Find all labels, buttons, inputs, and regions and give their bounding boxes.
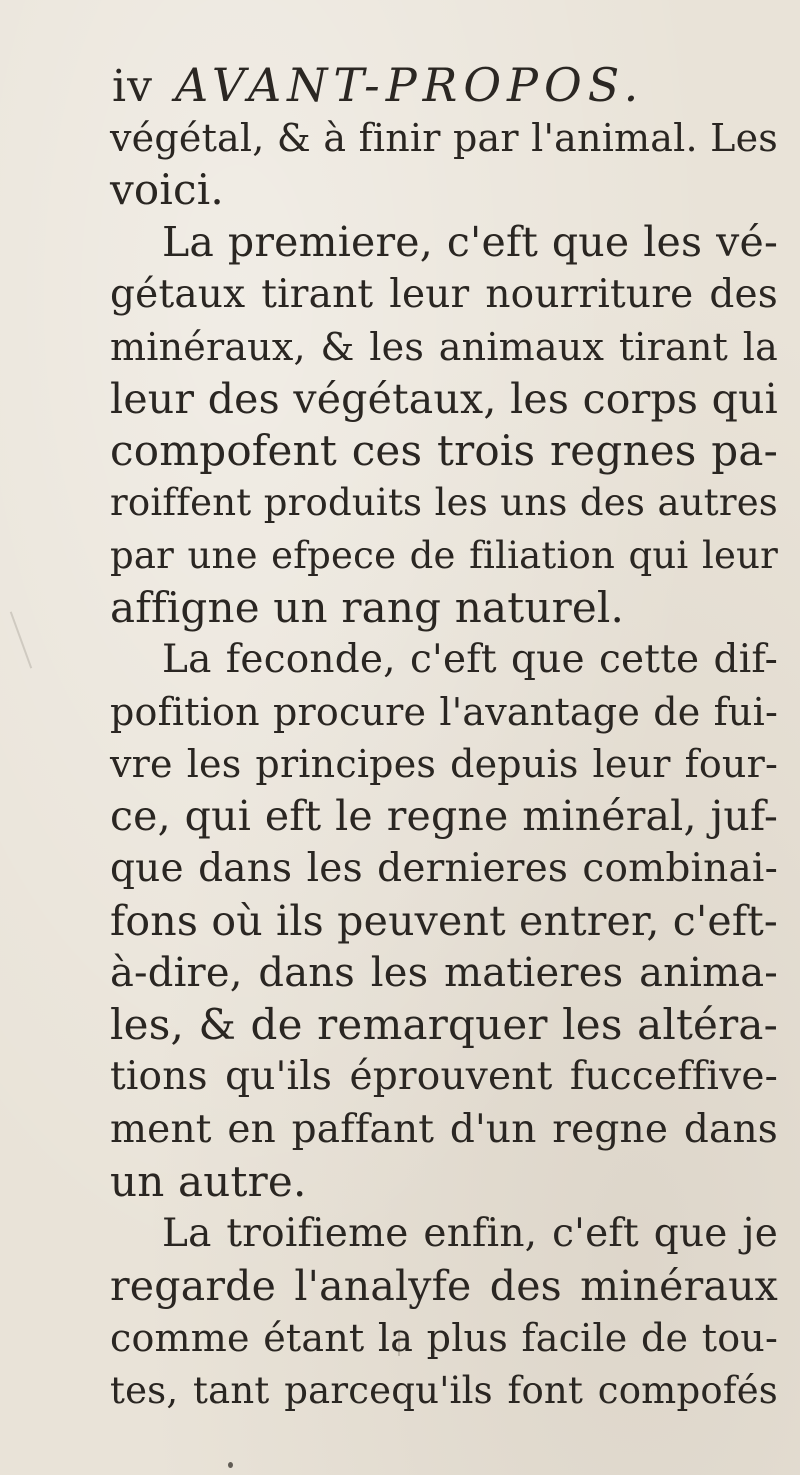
text-line: fons où ils peuvent entrer, c'eft- — [110, 896, 778, 945]
text-line: roiffent produits les uns des autres — [110, 481, 778, 525]
text-line: un autre. — [110, 1156, 307, 1206]
text-line: minéraux, & les animaux tirant la — [110, 324, 778, 369]
text-line: voici. — [110, 165, 224, 215]
text-line: que dans les dernieres combinai- — [110, 845, 778, 891]
paragraph-first-line: La feconde, c'eft que cette dif- — [162, 636, 778, 682]
text-line: pofition procure l'avantage de fui- — [110, 690, 778, 735]
text-line: tes, tant parcequ'ils font compofés — [110, 1368, 778, 1412]
text-line: végétal, & à finir par l'animal. Les — [110, 116, 778, 160]
paragraph-first-line: La premiere, c'eft que les vé- — [162, 218, 778, 267]
text-line: leur des végétaux, les corps qui — [110, 374, 778, 423]
paragraph-first-line: La troifieme enfin, c'eft que je — [162, 1210, 778, 1256]
running-title: AVANT-PROPOS. — [174, 58, 645, 112]
text-line: affigne un rang naturel. — [110, 582, 625, 632]
text-line: gétaux tirant leur nourriture des — [110, 271, 778, 317]
page-number: iv — [112, 61, 153, 112]
paper-scratch — [398, 1330, 400, 1356]
text-line: tions qu'ils éprouvent fucceffive- — [110, 1054, 778, 1100]
text-line: ment en paffant d'un regne dans — [110, 1106, 778, 1152]
text-line: vre les principes depuis leur four- — [110, 742, 778, 787]
text-line: compofent ces trois regnes pa- — [110, 426, 778, 476]
text-line: les, & de remarquer les altéra- — [110, 1000, 778, 1050]
body-text — [110, 112, 778, 1417]
text-line: ce, qui eft le regne minéral, juf- — [110, 792, 778, 841]
text-line: à-dire, dans les matieres anima- — [110, 950, 778, 996]
page-header — [112, 58, 762, 118]
ink-speck — [228, 1462, 233, 1468]
margin-mark — [10, 611, 32, 668]
text-line: par une efpece de filiation qui leur — [110, 533, 778, 577]
text-line: regarde l'analyfe des minéraux — [110, 1262, 778, 1311]
text-line: comme étant la plus facile de tou- — [110, 1316, 778, 1361]
